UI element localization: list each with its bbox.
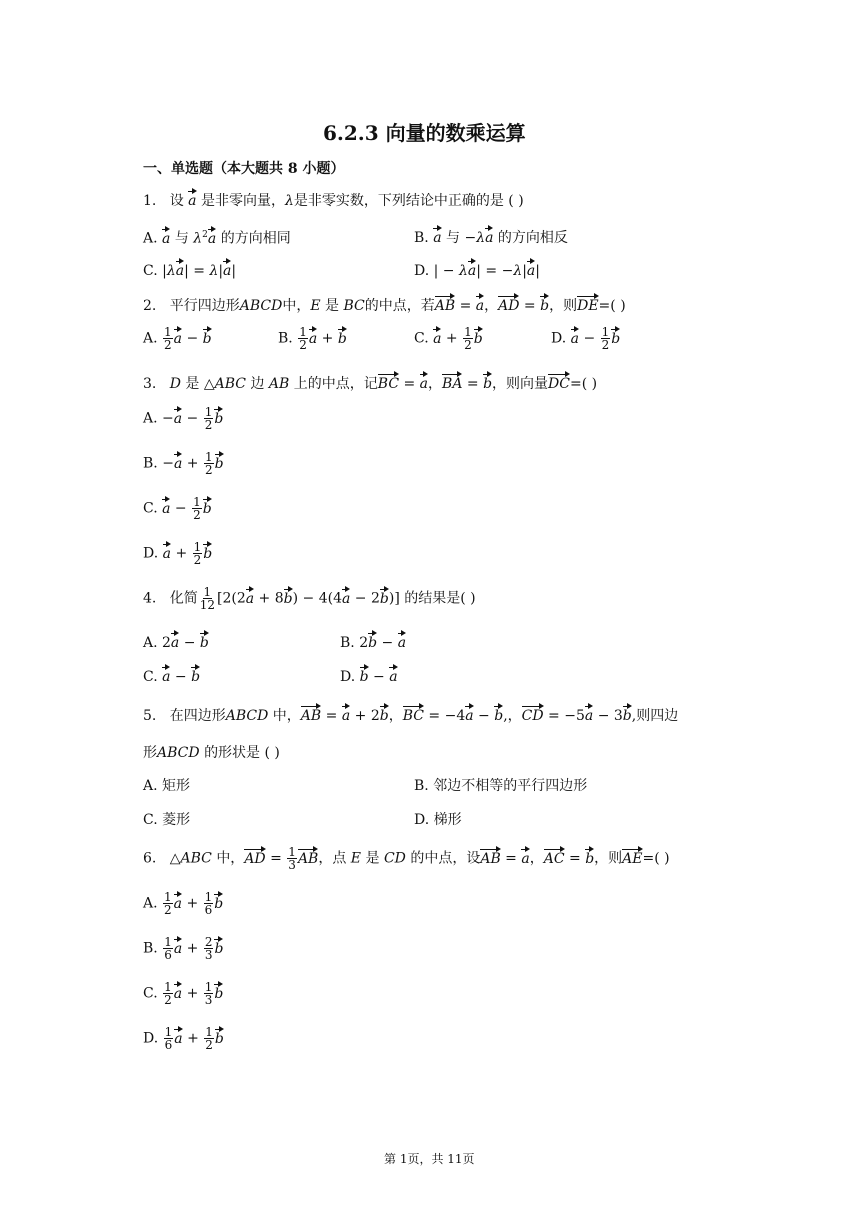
option-2B[interactable]: B. $\frac{1}{2}$ a + b	[278, 325, 347, 352]
stem-text: 中，	[216, 850, 245, 867]
stem-text: 设	[169, 193, 184, 209]
stem-text: 形	[143, 745, 157, 761]
option-label: C.	[143, 500, 158, 517]
vector-a: a	[188, 189, 196, 207]
question-number: 6.	[143, 850, 157, 867]
question-number: 3.	[143, 376, 157, 392]
stem-text: 中，	[282, 298, 311, 314]
option-text: 菱形	[162, 812, 191, 828]
option-3C[interactable]: C. a − $\frac{1}{2}$ b	[143, 495, 212, 522]
stem-text: ，	[529, 850, 544, 867]
option-label: D.	[414, 263, 430, 279]
stem-text: 的中点，设	[410, 850, 481, 867]
stem-text: ,则四边	[631, 708, 679, 724]
stem-text: 是非零向量，	[200, 193, 285, 209]
stem-text: 的中点，若	[364, 298, 435, 314]
option-label: D.	[414, 812, 430, 828]
page-title: 6.2.3 向量的数乘运算	[323, 121, 526, 145]
question-5-line2: 形ABCD 的形状是 ( )	[143, 745, 280, 761]
question-2: 2. 平行四边形ABCD中，E 是 BC的中点，若AB = a，AD = b，则DE=( )	[143, 294, 626, 315]
question-5: 5. 在四边形ABCD 中，AB = a + 2b，BC = −4a − b,，CD = −5a − 3b,则四边	[143, 704, 678, 725]
option-label: C.	[414, 330, 429, 347]
option-label: A.	[143, 635, 158, 651]
option-6C[interactable]: C. $\frac{1}{2}$ a + $\frac{1}{3}$ b	[143, 980, 224, 1007]
stem-text: ，	[388, 708, 403, 724]
option-text: 的方向相反	[497, 230, 568, 246]
stem-text: ，	[484, 298, 499, 314]
stem-text: 平行四边形	[169, 298, 240, 314]
stem-text: ，点	[318, 850, 347, 867]
stem-text: ，则	[549, 298, 578, 314]
stem-text: 在四边形	[169, 708, 226, 724]
page-footer: 第 1页，共 11页	[384, 1152, 475, 1166]
stem-text: 边	[250, 376, 265, 392]
option-1A[interactable]: A. a 与 $\lambda^2a$ 的方向相同	[143, 226, 291, 248]
stem-text: 化简	[169, 590, 198, 607]
option-text: 邻边不相等的平行四边形	[433, 778, 588, 794]
question-3: 3. D 是 △ABC 边 AB 上的中点，记BC = a，BA = b，则向量DC=( )	[143, 372, 597, 393]
option-label: B.	[414, 230, 429, 246]
stem-text: ，	[507, 708, 522, 724]
option-4B[interactable]: B. 2b − a	[340, 631, 406, 652]
option-label: B.	[278, 330, 293, 347]
option-label: C.	[143, 669, 158, 685]
stem-text: 上的中点，记	[293, 376, 378, 392]
stem-text: 是	[185, 376, 200, 392]
stem-text: 的形状是 ( )	[204, 745, 280, 761]
stem-text: 是非零实数，下列结论中正确的是 ( )	[293, 193, 524, 209]
option-6D[interactable]: D. $\frac{1}{6}$ a + $\frac{1}{2}$ b	[143, 1025, 224, 1052]
question-4: 4. 化简 $\frac{1}{12}$ [2(2a + 8b) − 4(4a − 2b)] 的结果是( )	[143, 585, 476, 612]
option-5B[interactable]	[414, 777, 587, 795]
option-label: B.	[143, 455, 158, 472]
option-label: A.	[143, 410, 158, 427]
option-4C[interactable]: C. a − b	[143, 665, 200, 686]
option-label: B.	[340, 635, 355, 651]
option-4A[interactable]: A. 2a − b	[143, 631, 209, 652]
stem-text: 的结果是( )	[404, 590, 476, 607]
stem-text: ，则向量	[492, 376, 549, 392]
option-5A[interactable]	[143, 777, 190, 795]
question-number: 5.	[143, 708, 157, 724]
question-1: 1. 设 a 是非零向量，λ是非零实数，下列结论中正确的是 ( )	[143, 189, 524, 210]
option-1D[interactable]: D. | − λa| = −λ|a|	[414, 259, 540, 280]
option-6B[interactable]: B. $\frac{1}{6}$ a + $\frac{2}{3}$ b	[143, 935, 224, 962]
option-6A[interactable]: A. $\frac{1}{2}$ a + $\frac{1}{6}$ b	[143, 890, 224, 917]
stem-text: 中，	[272, 708, 301, 724]
option-label: D.	[143, 1030, 159, 1047]
option-2D[interactable]: D. a − $\frac{1}{2}$ b	[551, 325, 621, 352]
option-label: D.	[551, 330, 567, 347]
stem-text: =( )	[598, 298, 626, 314]
stem-text: 是	[365, 850, 380, 867]
option-label: B.	[143, 940, 158, 957]
option-3A[interactable]: A. −a − $\frac{1}{2}$ b	[143, 405, 224, 432]
option-label: D.	[340, 669, 356, 685]
option-2C[interactable]: C. a + $\frac{1}{2}$ b	[414, 325, 483, 352]
stem-text: 是	[325, 298, 340, 314]
option-label: B.	[414, 778, 429, 794]
stem-text: =( )	[569, 376, 598, 392]
option-label: C.	[143, 263, 158, 279]
section-heading: 一、单选题（本大题共 8 小题）	[143, 161, 345, 177]
option-1C[interactable]: C. |λa| = λ|a|	[143, 259, 236, 280]
option-label: D.	[143, 545, 159, 562]
option-label: A.	[143, 895, 158, 912]
question-number: 4.	[143, 590, 157, 607]
question-number: 2.	[143, 298, 157, 314]
option-label: C.	[143, 985, 158, 1002]
question-6: 6. △ABC 中，AD = $\frac{1}{3}$ AB，点 E 是 CD 的中点，设AB = a，AC = b，则AE=( )	[143, 845, 670, 872]
option-5D[interactable]	[414, 811, 462, 829]
option-2A[interactable]: A. $\frac{1}{2}$ a − b	[143, 325, 212, 352]
option-label: C.	[143, 812, 158, 828]
option-label: A.	[143, 330, 158, 347]
stem-text: ，	[428, 376, 443, 392]
option-3D[interactable]: D. a + $\frac{1}{2}$ b	[143, 540, 213, 567]
option-label: A.	[143, 778, 158, 794]
option-text: 与	[446, 230, 461, 246]
option-text: 梯形	[433, 812, 462, 828]
option-5C[interactable]	[143, 811, 190, 829]
option-text: 的方向相同	[220, 230, 291, 247]
option-text: 矩形	[162, 778, 191, 794]
option-3B[interactable]: B. −a + $\frac{1}{2}$ b	[143, 450, 224, 477]
option-label: A.	[143, 230, 158, 247]
option-1B[interactable]: B. a 与 −λa 的方向相反	[414, 226, 568, 247]
option-text: 与	[174, 230, 189, 247]
option-4D[interactable]: D. b − a	[340, 665, 398, 686]
stem-text: ，则	[594, 850, 623, 867]
stem-text: =( )	[642, 850, 670, 867]
question-number: 1.	[143, 193, 157, 209]
